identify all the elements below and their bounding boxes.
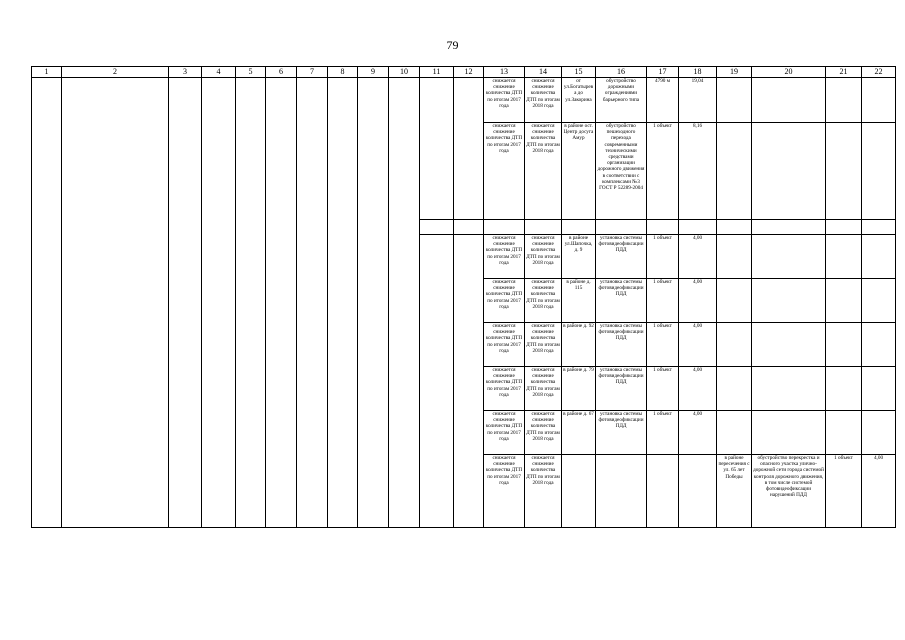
target-2017-cell: снижается снижение количества ДТП по итогам 2017 года (484, 411, 525, 455)
header-cell: 14 (525, 67, 562, 78)
target-2018-cell: снижается снижение количества ДТП по итогам 2018 года (525, 323, 562, 367)
empty-cell (826, 411, 862, 455)
empty-cell (826, 323, 862, 367)
location-cell: в районе д. 79 (562, 367, 596, 411)
cost-cell: 4,00 (679, 235, 717, 279)
data-table (31, 66, 896, 528)
location-cell: от ул.Богатырева до ул.Закорина (562, 78, 596, 123)
merged-cell-col5 (236, 78, 266, 528)
target-2017-cell: снижается снижение количества ДТП по итогам 2017 года (484, 455, 525, 528)
measure-cell: установка системы фотовидеофиксации ПДД (596, 411, 647, 455)
location-cell: в районе д. 92 (562, 323, 596, 367)
header-cell: 6 (266, 67, 297, 78)
cost-cell: 4,00 (862, 455, 896, 528)
target-2018-cell: снижается снижение количества ДТП по итогам 2018 года (525, 411, 562, 455)
target-2017-cell: снижается снижение количества ДТП по итогам 2017 года (484, 323, 525, 367)
merged-cell-col3 (169, 78, 202, 528)
empty-cell (826, 123, 862, 220)
header-cell: 4 (202, 67, 236, 78)
empty-cell (647, 220, 679, 235)
header-cell: 16 (596, 67, 647, 78)
merged-cell-col4 (202, 78, 236, 528)
empty-cell (596, 455, 647, 528)
header-cell: 22 (862, 67, 896, 78)
merged-cell-col11 (420, 235, 454, 528)
empty-cell (752, 235, 826, 279)
merged-cell-col1 (32, 78, 62, 528)
quantity-cell: 1 объект (647, 123, 679, 220)
header-cell: 1 (32, 67, 62, 78)
empty-cell (525, 220, 562, 235)
empty-cell (752, 279, 826, 323)
merged-cell-col10 (389, 78, 420, 528)
merged-cell-col8 (328, 78, 358, 528)
empty-cell (826, 279, 862, 323)
merged-cell-col2 (62, 78, 169, 528)
empty-cell (862, 323, 896, 367)
target-2017-cell: снижается снижение количества ДТП по итогам 2017 года (484, 367, 525, 411)
empty-cell (717, 220, 752, 235)
target-2018-cell: снижается снижение количества ДТП по итогам 2018 года (525, 123, 562, 220)
empty-cell (752, 323, 826, 367)
cost-cell: 8,16 (679, 123, 717, 220)
empty-cell (717, 235, 752, 279)
location-cell: в районе д. 115 (562, 279, 596, 323)
merged-cell-col12 (454, 78, 484, 220)
empty-cell (826, 78, 862, 123)
empty-cell (454, 220, 484, 235)
empty-cell (420, 220, 454, 235)
header-cell: 19 (717, 67, 752, 78)
header-cell: 12 (454, 67, 484, 78)
location-cell: в районе пересечения с ул. 65 лет Победы (717, 455, 752, 528)
header-cell: 13 (484, 67, 525, 78)
empty-cell (752, 78, 826, 123)
empty-cell (862, 411, 896, 455)
quantity-cell: 1 объект (647, 367, 679, 411)
empty-cell (717, 323, 752, 367)
empty-cell (862, 123, 896, 220)
empty-cell (752, 123, 826, 220)
quantity-cell: 4790 м (647, 78, 679, 123)
empty-cell (717, 411, 752, 455)
merged-cell-col7 (297, 78, 328, 528)
location-cell: в районе д. 67 (562, 411, 596, 455)
empty-cell (752, 220, 826, 235)
header-cell: 21 (826, 67, 862, 78)
quantity-cell: 1 объект (647, 279, 679, 323)
empty-cell (826, 220, 862, 235)
empty-cell (484, 220, 525, 235)
empty-cell (562, 220, 596, 235)
table-row (32, 78, 896, 123)
target-2017-cell: снижается снижение количества ДТП по итогам 2017 года (484, 123, 525, 220)
target-2018-cell: снижается снижение количества ДТП по итогам 2018 года (525, 455, 562, 528)
header-cell: 18 (679, 67, 717, 78)
measure-cell: обустройство пешеходного перехода современными техническими средствами организации дорожного движения в соответствии с комплексами №3 ГОСТ Р 52289-2004 (596, 123, 647, 220)
header-cell: 15 (562, 67, 596, 78)
empty-cell (862, 279, 896, 323)
target-2017-cell: снижается снижение количества ДТП по итогам 2017 года (484, 279, 525, 323)
header-cell: 11 (420, 67, 454, 78)
header-cell: 20 (752, 67, 826, 78)
header-cell: 5 (236, 67, 266, 78)
cost-cell: 4,00 (679, 323, 717, 367)
cost-cell: 4,00 (679, 411, 717, 455)
empty-cell (826, 367, 862, 411)
quantity-cell: 1 объект (647, 323, 679, 367)
cost-cell: 19,04 (679, 78, 717, 123)
empty-cell (752, 411, 826, 455)
empty-cell (717, 367, 752, 411)
empty-cell (862, 367, 896, 411)
quantity-cell: 1 объект (647, 411, 679, 455)
cost-cell: 4,00 (679, 367, 717, 411)
merged-cell-col6 (266, 78, 297, 528)
merged-cell-col9 (358, 78, 389, 528)
header-cell: 10 (389, 67, 420, 78)
measure-cell: установка системы фотовидеофиксации ПДД (596, 323, 647, 367)
page-number: 79 (446, 38, 459, 52)
empty-cell (826, 235, 862, 279)
header-cell: 3 (169, 67, 202, 78)
header-cell: 2 (62, 67, 169, 78)
measure-cell: установка системы фотовидеофиксации ПДД (596, 279, 647, 323)
empty-cell (717, 279, 752, 323)
empty-cell (752, 367, 826, 411)
quantity-cell: 1 объект (647, 235, 679, 279)
empty-cell (562, 455, 596, 528)
cost-cell: 4,00 (679, 279, 717, 323)
empty-cell (862, 78, 896, 123)
empty-cell (596, 220, 647, 235)
target-2018-cell: снижается снижение количества ДТП по итогам 2018 года (525, 78, 562, 123)
target-2017-cell: снижается снижение количества ДТП по итогам 2017 года (484, 235, 525, 279)
measure-cell: обустройство перекрестка и опасного участка улично-дорожной сети города системой контроля дорожного движения, в том числе системой фотовидеофиксации нарушений ПДД (752, 455, 826, 528)
target-2017-cell: снижается снижение количества ДТП по итогам 2017 года (484, 78, 525, 123)
empty-cell (717, 123, 752, 220)
header-cell: 17 (647, 67, 679, 78)
target-2018-cell: снижается снижение количества ДТП по итогам 2018 года (525, 279, 562, 323)
empty-cell (679, 220, 717, 235)
measure-cell: установка системы фотовидеофиксации ПДД (596, 367, 647, 411)
target-2018-cell: снижается снижение количества ДТП по итогам 2018 года (525, 367, 562, 411)
location-cell: в районе ул.Шапочка, д. 9 (562, 235, 596, 279)
header-row (32, 67, 896, 78)
location-cell: в районе ост. Центр досуга Амур (562, 123, 596, 220)
merged-cell-col12 (454, 235, 484, 528)
empty-cell (862, 235, 896, 279)
quantity-cell: 1 объект (826, 455, 862, 528)
empty-cell (679, 455, 717, 528)
measure-cell: обустройство дорожными ограждениями барьерного типа (596, 78, 647, 123)
empty-cell (862, 220, 896, 235)
empty-cell (647, 455, 679, 528)
header-cell: 9 (358, 67, 389, 78)
header-cell: 7 (297, 67, 328, 78)
empty-cell (717, 78, 752, 123)
merged-cell-col11 (420, 78, 454, 220)
header-cell: 8 (328, 67, 358, 78)
measure-cell: установка системы фотовидеофиксации ПДД (596, 235, 647, 279)
target-2018-cell: снижается снижение количества ДТП по итогам 2018 года (525, 235, 562, 279)
